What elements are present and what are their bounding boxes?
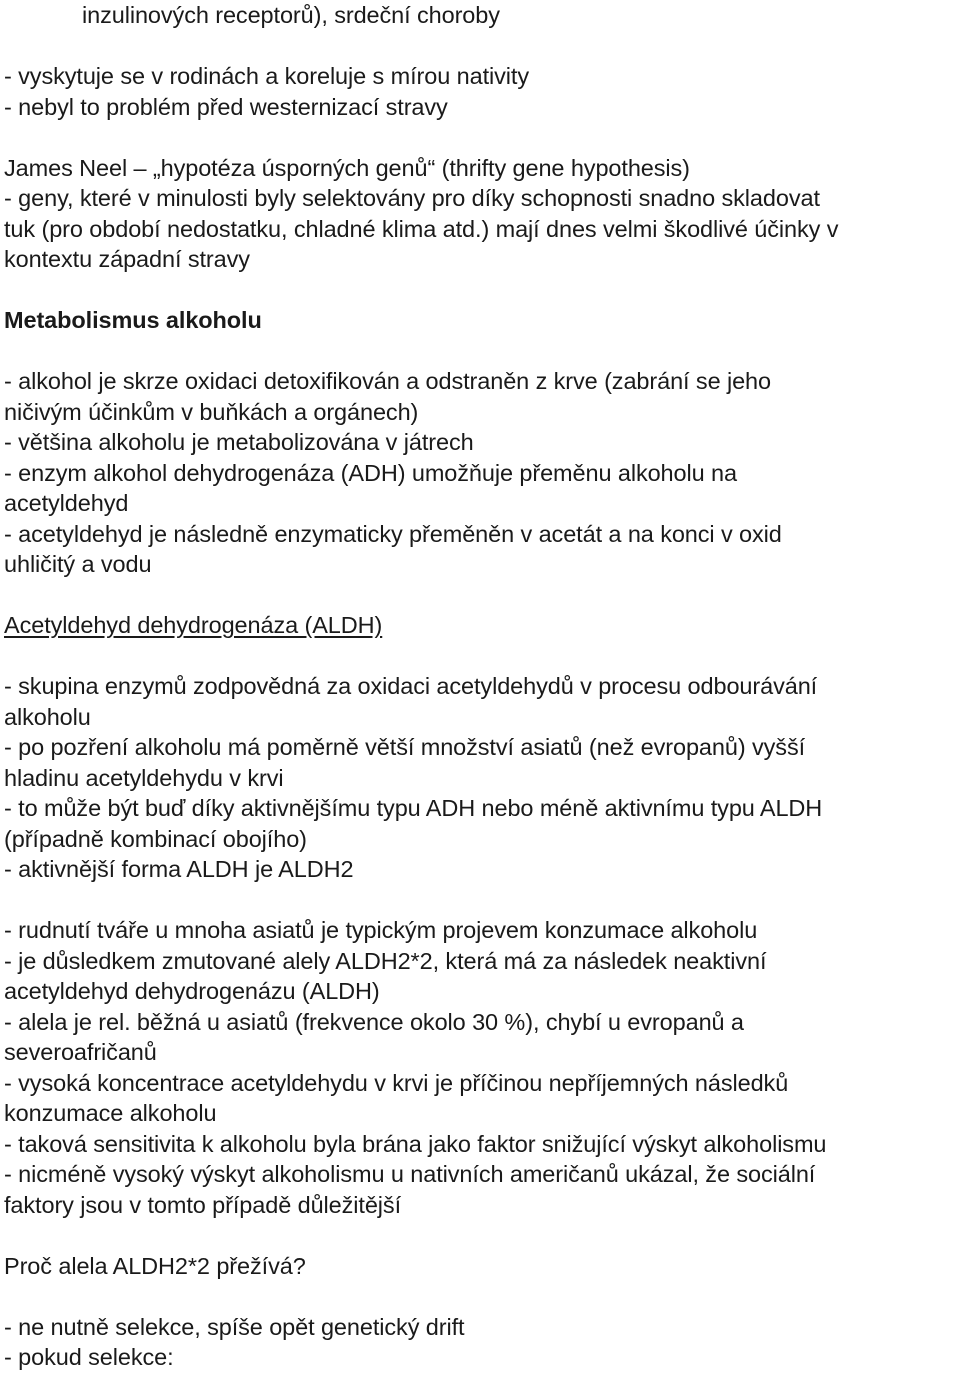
text-line: alkoholu	[4, 703, 91, 730]
text-line: - skupina enzymů zodpovědná za oxidaci acetyldehydů v procesu odbourávání	[4, 673, 818, 699]
text-line: - nicméně vysoký výskyt alkoholismu u nativních američanů ukázal, že sociální	[4, 1161, 816, 1187]
text-line: ničivým účinkům v buňkách a orgánech)	[4, 398, 419, 425]
text-line: - acetyldehyd je následně enzymaticky přeměněn v acetát a na konci v oxid	[4, 520, 782, 547]
text-line: - pokud selekce:	[4, 1344, 174, 1370]
text-line: - je důsledkem zmutované alely ALDH2*2, která má za následek neaktivní	[4, 947, 767, 974]
text-line: - geny, které v minulosti byly selektovány pro díky schopnosti snadno skladovat	[4, 185, 820, 211]
paragraph-gap	[4, 580, 956, 611]
text-line: tuk (pro období nedostatku, chladné klima atd.) mají dnes velmi škodlivé účinky v	[4, 215, 839, 242]
text-line: - vysoká koncentrace acetyldehydu v krvi je příčinou nepříjemných následků	[4, 1069, 789, 1096]
paragraph-gap	[4, 336, 956, 367]
text-line: inzulinových receptorů), srdeční choroby	[82, 2, 500, 28]
paragraph-gap	[4, 885, 956, 916]
paragraph-gap	[4, 1281, 956, 1312]
question-line: Proč alela ALDH2*2 přežívá?	[4, 1252, 306, 1279]
text-line: acetyldehyd	[4, 490, 129, 516]
text-line: faktory jsou v tomto případě důležitější	[4, 1191, 402, 1218]
text-line: - většina alkoholu je metabolizována v játrech	[4, 429, 474, 455]
paragraph-gap	[4, 122, 956, 153]
paragraph-gap	[4, 31, 956, 62]
text-line: severoafričanů	[4, 1039, 157, 1065]
text-line: - rudnutí tváře u mnoha asiatů je typickým projevem konzumace alkoholu	[4, 917, 758, 943]
text-line: kontextu západní stravy	[4, 246, 250, 272]
text-line: uhličitý a vodu	[4, 551, 152, 577]
text-line: - taková sensitivita k alkoholu byla brána jako faktor snižující výskyt alkoholismu	[4, 1130, 827, 1157]
paragraph-gap	[4, 1220, 956, 1251]
text-line: - aktivnější forma ALDH je ALDH2	[4, 856, 354, 882]
text-line: - ne nutně selekce, spíše opět genetický drift	[4, 1313, 465, 1340]
text-line: - alela je rel. běžná u asiatů (frekvence okolo 30 %), chybí u evropanů a	[4, 1008, 744, 1035]
paragraph-gap	[4, 275, 956, 306]
text-line: - enzym alkohol dehydrogenáza (ADH) umožňuje přeměnu alkoholu na	[4, 459, 737, 486]
section-heading: Metabolismus alkoholu	[4, 307, 262, 333]
text-line: - vyskytuje se v rodinách a koreluje s mírou nativity	[4, 63, 529, 89]
text-line: hladinu acetyldehydu v krvi	[4, 764, 284, 791]
text-line: - nebyl to problém před westernizací stravy	[4, 93, 448, 120]
text-line: James Neel – „hypotéza úsporných genů“ (thrifty gene hypothesis)	[4, 154, 690, 181]
text-line: acetyldehyd dehydrogenázu (ALDH)	[4, 978, 380, 1004]
paragraph-gap	[4, 641, 956, 672]
text-line: - alkohol je skrze oxidaci detoxifikován a odstraněn z krve (zabrání se jeho	[4, 368, 771, 394]
section-heading: Acetyldehyd dehydrogenáza (ALDH)	[4, 612, 383, 638]
text-line: - to může být buď díky aktivnějšímu typu ADH nebo méně aktivnímu typu ALDH	[4, 795, 823, 821]
text-line: - po pozření alkoholu má poměrně větší množství asiatů (než evropanů) vyšší	[4, 734, 806, 760]
text-line: konzumace alkoholu	[4, 1100, 217, 1126]
text-line: (případně kombinací obojího)	[4, 825, 307, 852]
